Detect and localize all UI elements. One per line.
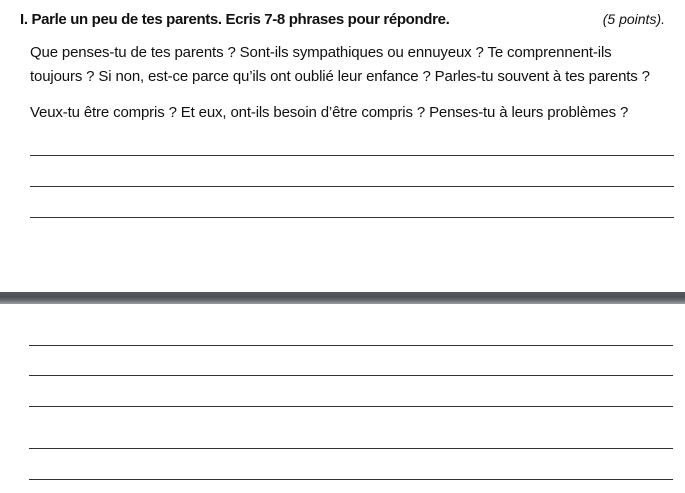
exercise-title: I. Parle un peu de tes parents. Ecris 7-8 phrases pour répondre. [20,11,450,28]
answer-line [29,479,673,480]
answer-line [30,155,674,156]
page-divider [0,292,685,304]
answer-line [29,345,673,346]
answer-line [29,448,673,449]
question-line: Veux-tu être compris ? Et eux, ont-ils besoin d’être compris ? Penses-tu à leurs problèmes ? [30,104,629,121]
question-paragraph-2 [30,101,675,125]
exercise-header [20,11,665,33]
answer-line [29,406,673,407]
points-label: (5 points). [602,11,665,27]
answer-line [29,375,673,376]
answer-line [30,217,674,218]
question-line: toujours ? Si non, est-ce parce qu’ils ont oublié leur enfance ? Parles-tu souvent à tes parents ? [30,68,650,85]
answer-line [30,186,674,187]
question-line: Que penses-tu de tes parents ? Sont-ils sympathiques ou ennuyeux ? Te comprennent-ils [30,44,612,61]
question-paragraph-1 [30,41,675,89]
